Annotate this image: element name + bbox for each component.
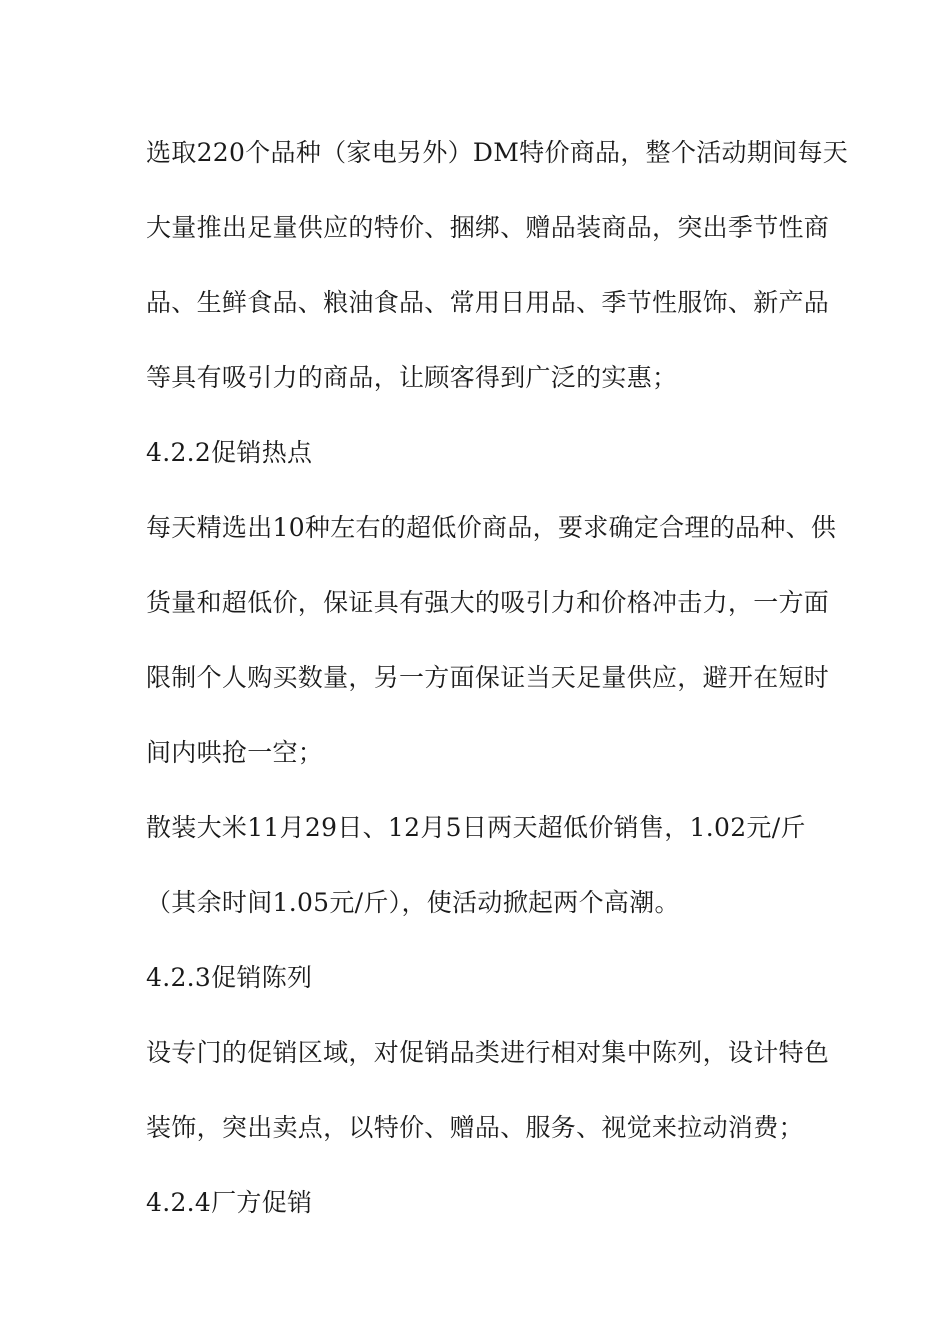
section-heading: 4.2.2促销热点 <box>146 438 313 467</box>
section-heading: 4.2.4厂方促销 <box>146 1188 313 1217</box>
paragraph-line: 间内哄抢一空； <box>146 738 324 767</box>
paragraph-line: 货量和超低价，保证具有强大的吸引力和价格冲击力，一方面 <box>146 588 830 617</box>
paragraph-line: （其余时间1.05元/斤），使活动掀起两个高潮。 <box>146 888 680 917</box>
paragraph-line: 等具有吸引力的商品，让顾客得到广泛的实惠； <box>146 363 678 392</box>
paragraph-line: 装饰，突出卖点，以特价、赠品、服务、视觉来拉动消费； <box>146 1113 804 1142</box>
paragraph-line: 大量推出足量供应的特价、捆绑、赠品装商品，突出季节性商 <box>146 213 830 242</box>
document-body <box>146 128 849 1253</box>
paragraph-line: 设专门的促销区域，对促销品类进行相对集中陈列，设计特色 <box>146 1038 830 1067</box>
section-heading: 4.2.3促销陈列 <box>146 963 313 992</box>
paragraph-line: 品、生鲜食品、粮油食品、常用日用品、季节性服饰、新产品 <box>146 288 830 317</box>
paragraph-line: 限制个人购买数量，另一方面保证当天足量供应，避开在短时 <box>146 663 830 692</box>
paragraph-line: 散装大米11月29日、12月5日两天超低价销售，1.02元/斤 <box>146 813 806 842</box>
paragraph-line: 选取220个品种（家电另外）DM特价商品，整个活动期间每天 <box>146 138 849 167</box>
paragraph-line: 每天精选出10种左右的超低价商品，要求确定合理的品种、供 <box>146 513 837 542</box>
